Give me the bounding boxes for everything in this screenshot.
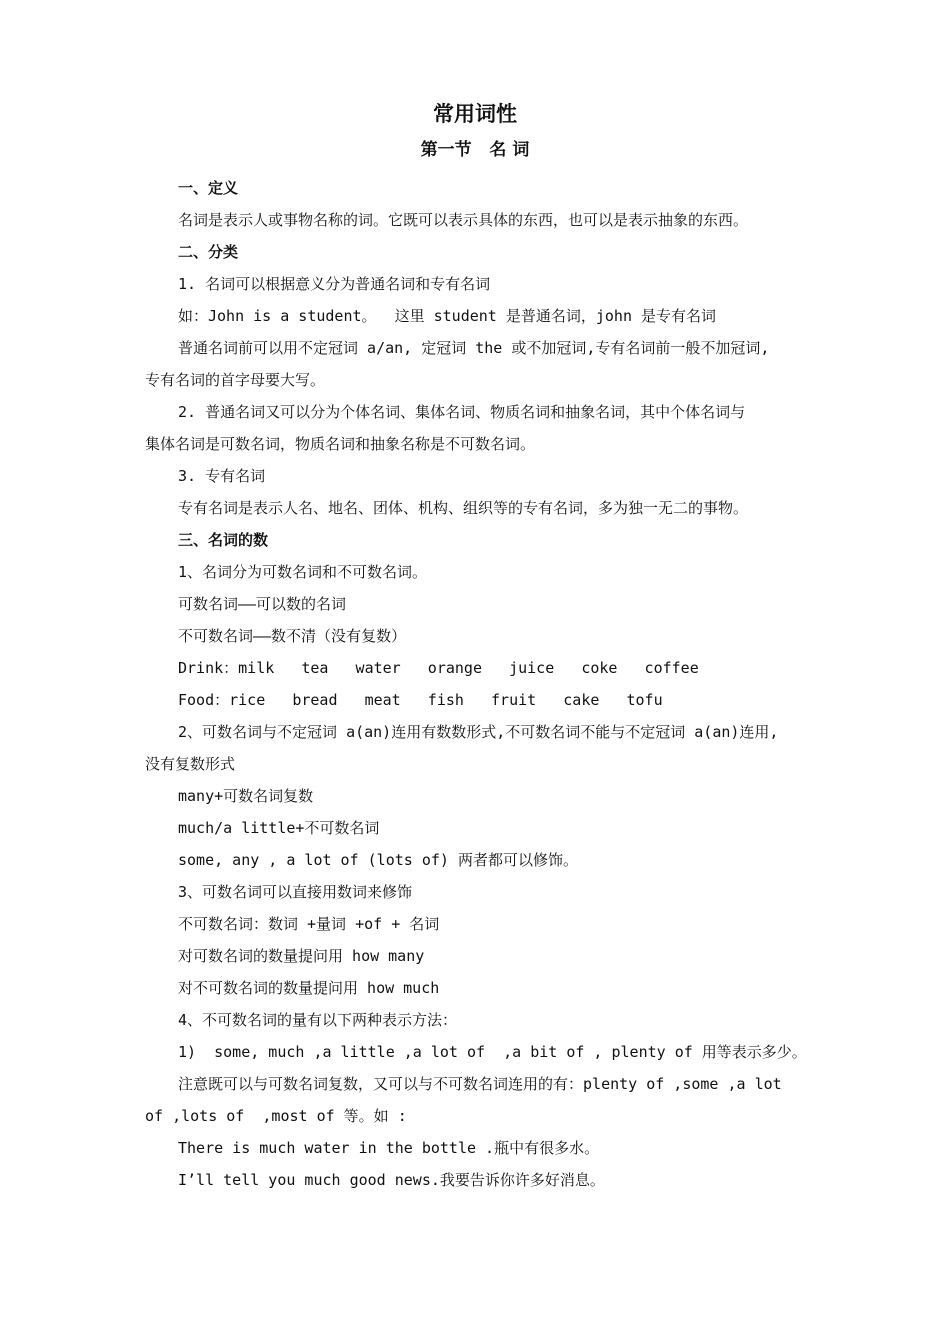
section-heading: 三、名词的数 (178, 531, 269, 549)
paragraph-line: There is much water in the bottle .瓶中有很多水。 (178, 1139, 600, 1157)
paragraph-line: I’ll tell you much good news.我要告诉你许多好消息。 (178, 1171, 605, 1189)
paragraph-line: 2、可数名词与不定冠词 a(an)连用有数数形式,不可数名词不能与不定冠词 a(an)连用, (178, 723, 779, 741)
paragraph-line: 不可数名词——数不清（没有复数） (178, 627, 407, 645)
section-heading: 二、分类 (178, 243, 239, 261)
paragraph-line: 对不可数名词的数量提问用 how much (178, 979, 440, 997)
section-heading: 一、定义 (178, 179, 239, 197)
paragraph-line: 1) some, much ,a little ,a lot of ,a bit of , plenty of 用等表示多少。 (178, 1043, 807, 1061)
paragraph-line: 对可数名词的数量提问用 how many (178, 947, 425, 965)
paragraph-line: 2. 普通名词又可以分为个体名词、集体名词、物质名词和抽象名词，其中个体名词与 (178, 403, 746, 421)
paragraph-line: 如：John is a student。 这里 student 是普通名词，john 是专有名词 (178, 307, 717, 325)
paragraph-line: many+可数名词复数 (178, 787, 314, 805)
paragraph-line: 名词是表示人或事物名称的词。它既可以表示具体的东西，也可以是表示抽象的东西。 (178, 211, 749, 229)
paragraph-line: some, any , a lot of (lots of) 两者都可以修饰。 (178, 851, 578, 869)
paragraph-line: 普通名词前可以用不定冠词 a/an, 定冠词 the 或不加冠词,专有名词前一般不加冠词, (178, 339, 770, 357)
paragraph-line: 1. 名词可以根据意义分为普通名词和专有名词 (178, 275, 491, 293)
paragraph-line: 可数名词——可以数的名词 (178, 595, 347, 613)
paragraph-line: 注意既可以与可数名词复数，又可以与不可数名词连用的有：plenty of ,some ,a lot (178, 1075, 782, 1093)
document-body (145, 172, 820, 1196)
paragraph-line: much/a little+不可数名词 (178, 819, 380, 837)
paragraph-line: 1、名词分为可数名词和不可数名词。 (178, 563, 428, 581)
paragraph-line: 没有复数形式 (145, 755, 236, 773)
section-title: 第一节 名 词 (420, 140, 530, 160)
paragraph-line: 集体名词是可数名词，物质名词和抽象名称是不可数名词。 (145, 435, 536, 453)
paragraph-line: Food：rice bread meat fish fruit cake tofu (178, 691, 663, 709)
paragraph-line: 3、可数名词可以直接用数词来修饰 (178, 883, 413, 901)
document-title: 常用词性 (433, 102, 517, 126)
paragraph-line: Drink：milk tea water orange juice coke coffee (178, 659, 699, 677)
paragraph-line: of ,lots of ,most of 等。如 : (145, 1107, 407, 1125)
paragraph-line: 3. 专有名词 (178, 467, 266, 485)
paragraph-line: 4、不可数名词的量有以下两种表示方法： (178, 1011, 458, 1029)
paragraph-line: 专有名词的首字母要大写。 (145, 371, 326, 389)
paragraph-line: 不可数名词：数词 +量词 +of + 名词 (178, 915, 440, 933)
paragraph-line: 专有名词是表示人名、地名、团体、机构、组织等的专有名词，多为独一无二的事物。 (178, 499, 749, 517)
